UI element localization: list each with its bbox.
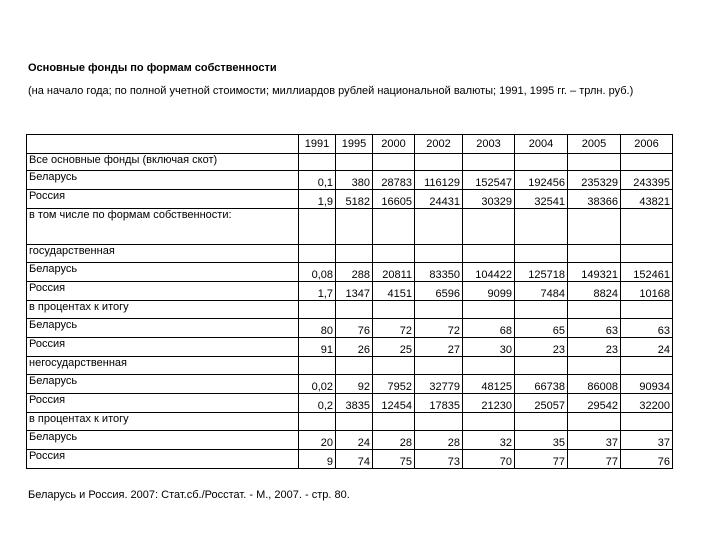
row-label: Беларусь xyxy=(27,171,299,190)
value-cell: 92 xyxy=(336,375,373,394)
empty-cell xyxy=(299,301,336,319)
empty-cell xyxy=(621,209,673,245)
year-header: 1991 xyxy=(299,135,336,154)
value-cell: 235329 xyxy=(568,171,621,190)
empty-cell xyxy=(568,154,621,171)
value-cell: 48125 xyxy=(463,375,515,394)
value-cell: 1347 xyxy=(336,282,373,301)
section-heading-row xyxy=(27,209,673,245)
empty-cell xyxy=(463,154,515,171)
value-cell: 72 xyxy=(415,319,463,338)
value-cell: 1,7 xyxy=(299,282,336,301)
empty-cell xyxy=(415,301,463,319)
empty-cell xyxy=(621,357,673,375)
empty-cell xyxy=(568,209,621,245)
value-cell: 65 xyxy=(515,319,568,338)
table-row xyxy=(27,450,673,469)
value-cell: 26 xyxy=(336,338,373,357)
empty-cell xyxy=(373,413,415,431)
value-cell: 17835 xyxy=(415,394,463,413)
value-cell: 0,02 xyxy=(299,375,336,394)
year-header: 2002 xyxy=(415,135,463,154)
value-cell: 24 xyxy=(621,338,673,357)
table-subtitle: (на начало года; по полной учетной стоимости; миллиардов рублей национальной валюты; 1991, 1995 гг. – трлн. руб.) xyxy=(28,85,634,97)
value-cell: 35 xyxy=(515,431,568,450)
row-label: Россия xyxy=(27,450,299,469)
header-blank-cell xyxy=(27,135,299,154)
empty-cell xyxy=(336,301,373,319)
value-cell: 0,1 xyxy=(299,171,336,190)
value-cell: 32 xyxy=(463,431,515,450)
empty-cell xyxy=(336,154,373,171)
empty-cell xyxy=(373,154,415,171)
empty-cell xyxy=(299,245,336,263)
row-label: Россия xyxy=(27,190,299,209)
year-header: 2003 xyxy=(463,135,515,154)
table-row xyxy=(27,263,673,282)
value-cell: 288 xyxy=(336,263,373,282)
value-cell: 3835 xyxy=(336,394,373,413)
section-heading: в том числе по формам собственности: xyxy=(27,209,299,245)
value-cell: 43821 xyxy=(621,190,673,209)
value-cell: 116129 xyxy=(415,171,463,190)
value-cell: 75 xyxy=(373,450,415,469)
table-row xyxy=(27,375,673,394)
section-heading-row xyxy=(27,357,673,375)
year-header: 1995 xyxy=(336,135,373,154)
value-cell: 28 xyxy=(415,431,463,450)
value-cell: 76 xyxy=(621,450,673,469)
row-label: Россия xyxy=(27,394,299,413)
table-row xyxy=(27,431,673,450)
empty-cell xyxy=(621,245,673,263)
value-cell: 76 xyxy=(336,319,373,338)
empty-cell xyxy=(515,357,568,375)
section-heading: негосударственная xyxy=(27,357,299,375)
empty-cell xyxy=(415,413,463,431)
empty-cell xyxy=(515,154,568,171)
value-cell: 37 xyxy=(568,431,621,450)
value-cell: 7484 xyxy=(515,282,568,301)
value-cell: 149321 xyxy=(568,263,621,282)
value-cell: 25057 xyxy=(515,394,568,413)
value-cell: 38366 xyxy=(568,190,621,209)
value-cell: 152461 xyxy=(621,263,673,282)
value-cell: 1,9 xyxy=(299,190,336,209)
empty-cell xyxy=(515,245,568,263)
row-label: Беларусь xyxy=(27,431,299,450)
value-cell: 10168 xyxy=(621,282,673,301)
value-cell: 90934 xyxy=(621,375,673,394)
value-cell: 8824 xyxy=(568,282,621,301)
value-cell: 9 xyxy=(299,450,336,469)
section-heading: в процентах к итогу xyxy=(27,301,299,319)
empty-cell xyxy=(463,209,515,245)
empty-cell xyxy=(336,245,373,263)
value-cell: 380 xyxy=(336,171,373,190)
value-cell: 12454 xyxy=(373,394,415,413)
empty-cell xyxy=(373,245,415,263)
value-cell: 77 xyxy=(568,450,621,469)
empty-cell xyxy=(568,245,621,263)
value-cell: 23 xyxy=(515,338,568,357)
empty-cell xyxy=(463,413,515,431)
empty-cell xyxy=(463,357,515,375)
section-heading: в процентах к итогу xyxy=(27,413,299,431)
year-header: 2006 xyxy=(621,135,673,154)
value-cell: 4151 xyxy=(373,282,415,301)
value-cell: 21230 xyxy=(463,394,515,413)
value-cell: 29542 xyxy=(568,394,621,413)
value-cell: 24 xyxy=(336,431,373,450)
data-table xyxy=(26,134,673,469)
table-row xyxy=(27,338,673,357)
value-cell: 20 xyxy=(299,431,336,450)
empty-cell xyxy=(336,357,373,375)
row-label: Беларусь xyxy=(27,263,299,282)
row-label: Беларусь xyxy=(27,375,299,394)
value-cell: 16605 xyxy=(373,190,415,209)
value-cell: 152547 xyxy=(463,171,515,190)
empty-cell xyxy=(299,413,336,431)
value-cell: 125718 xyxy=(515,263,568,282)
value-cell: 32779 xyxy=(415,375,463,394)
empty-cell xyxy=(299,209,336,245)
table-row xyxy=(27,282,673,301)
year-header: 2004 xyxy=(515,135,568,154)
year-header: 2005 xyxy=(568,135,621,154)
value-cell: 104422 xyxy=(463,263,515,282)
row-label: Россия xyxy=(27,282,299,301)
value-cell: 27 xyxy=(415,338,463,357)
value-cell: 6596 xyxy=(415,282,463,301)
table-title: Основные фонды по формам собственности xyxy=(28,62,277,74)
value-cell: 91 xyxy=(299,338,336,357)
value-cell: 25 xyxy=(373,338,415,357)
value-cell: 28 xyxy=(373,431,415,450)
empty-cell xyxy=(621,413,673,431)
empty-cell xyxy=(568,357,621,375)
empty-cell xyxy=(299,357,336,375)
value-cell: 0,2 xyxy=(299,394,336,413)
value-cell: 73 xyxy=(415,450,463,469)
empty-cell xyxy=(415,245,463,263)
value-cell: 0,08 xyxy=(299,263,336,282)
value-cell: 7952 xyxy=(373,375,415,394)
value-cell: 20811 xyxy=(373,263,415,282)
value-cell: 24431 xyxy=(415,190,463,209)
table-row xyxy=(27,190,673,209)
section-heading-row xyxy=(27,301,673,319)
year-header: 2000 xyxy=(373,135,415,154)
value-cell: 66738 xyxy=(515,375,568,394)
empty-cell xyxy=(463,301,515,319)
empty-cell xyxy=(515,209,568,245)
value-cell: 63 xyxy=(621,319,673,338)
table-row xyxy=(27,171,673,190)
row-label: Россия xyxy=(27,338,299,357)
value-cell: 32200 xyxy=(621,394,673,413)
value-cell: 23 xyxy=(568,338,621,357)
value-cell: 32541 xyxy=(515,190,568,209)
value-cell: 5182 xyxy=(336,190,373,209)
value-cell: 80 xyxy=(299,319,336,338)
value-cell: 86008 xyxy=(568,375,621,394)
value-cell: 9099 xyxy=(463,282,515,301)
empty-cell xyxy=(415,357,463,375)
value-cell: 192456 xyxy=(515,171,568,190)
row-label: Беларусь xyxy=(27,319,299,338)
header-row xyxy=(27,135,673,154)
empty-cell xyxy=(415,209,463,245)
source-note: Беларусь и Россия. 2007: Стат.сб./Росстат. - М., 2007. - стр. 80. xyxy=(28,489,350,501)
empty-cell xyxy=(336,413,373,431)
empty-cell xyxy=(463,245,515,263)
value-cell: 74 xyxy=(336,450,373,469)
empty-cell xyxy=(515,301,568,319)
value-cell: 83350 xyxy=(415,263,463,282)
empty-cell xyxy=(515,413,568,431)
table-row xyxy=(27,394,673,413)
empty-cell xyxy=(336,209,373,245)
value-cell: 68 xyxy=(463,319,515,338)
empty-cell xyxy=(373,209,415,245)
value-cell: 30329 xyxy=(463,190,515,209)
empty-cell xyxy=(568,301,621,319)
empty-cell xyxy=(373,301,415,319)
empty-cell xyxy=(373,357,415,375)
value-cell: 70 xyxy=(463,450,515,469)
empty-cell xyxy=(621,154,673,171)
section-heading-row xyxy=(27,154,673,171)
value-cell: 243395 xyxy=(621,171,673,190)
section-heading-row xyxy=(27,413,673,431)
empty-cell xyxy=(621,301,673,319)
value-cell: 77 xyxy=(515,450,568,469)
table-row xyxy=(27,319,673,338)
empty-cell xyxy=(568,413,621,431)
section-heading: Все основные фонды (включая скот) xyxy=(27,154,299,171)
value-cell: 63 xyxy=(568,319,621,338)
value-cell: 72 xyxy=(373,319,415,338)
value-cell: 28783 xyxy=(373,171,415,190)
section-heading-row xyxy=(27,245,673,263)
value-cell: 30 xyxy=(463,338,515,357)
empty-cell xyxy=(415,154,463,171)
section-heading: государственная xyxy=(27,245,299,263)
value-cell: 37 xyxy=(621,431,673,450)
empty-cell xyxy=(299,154,336,171)
